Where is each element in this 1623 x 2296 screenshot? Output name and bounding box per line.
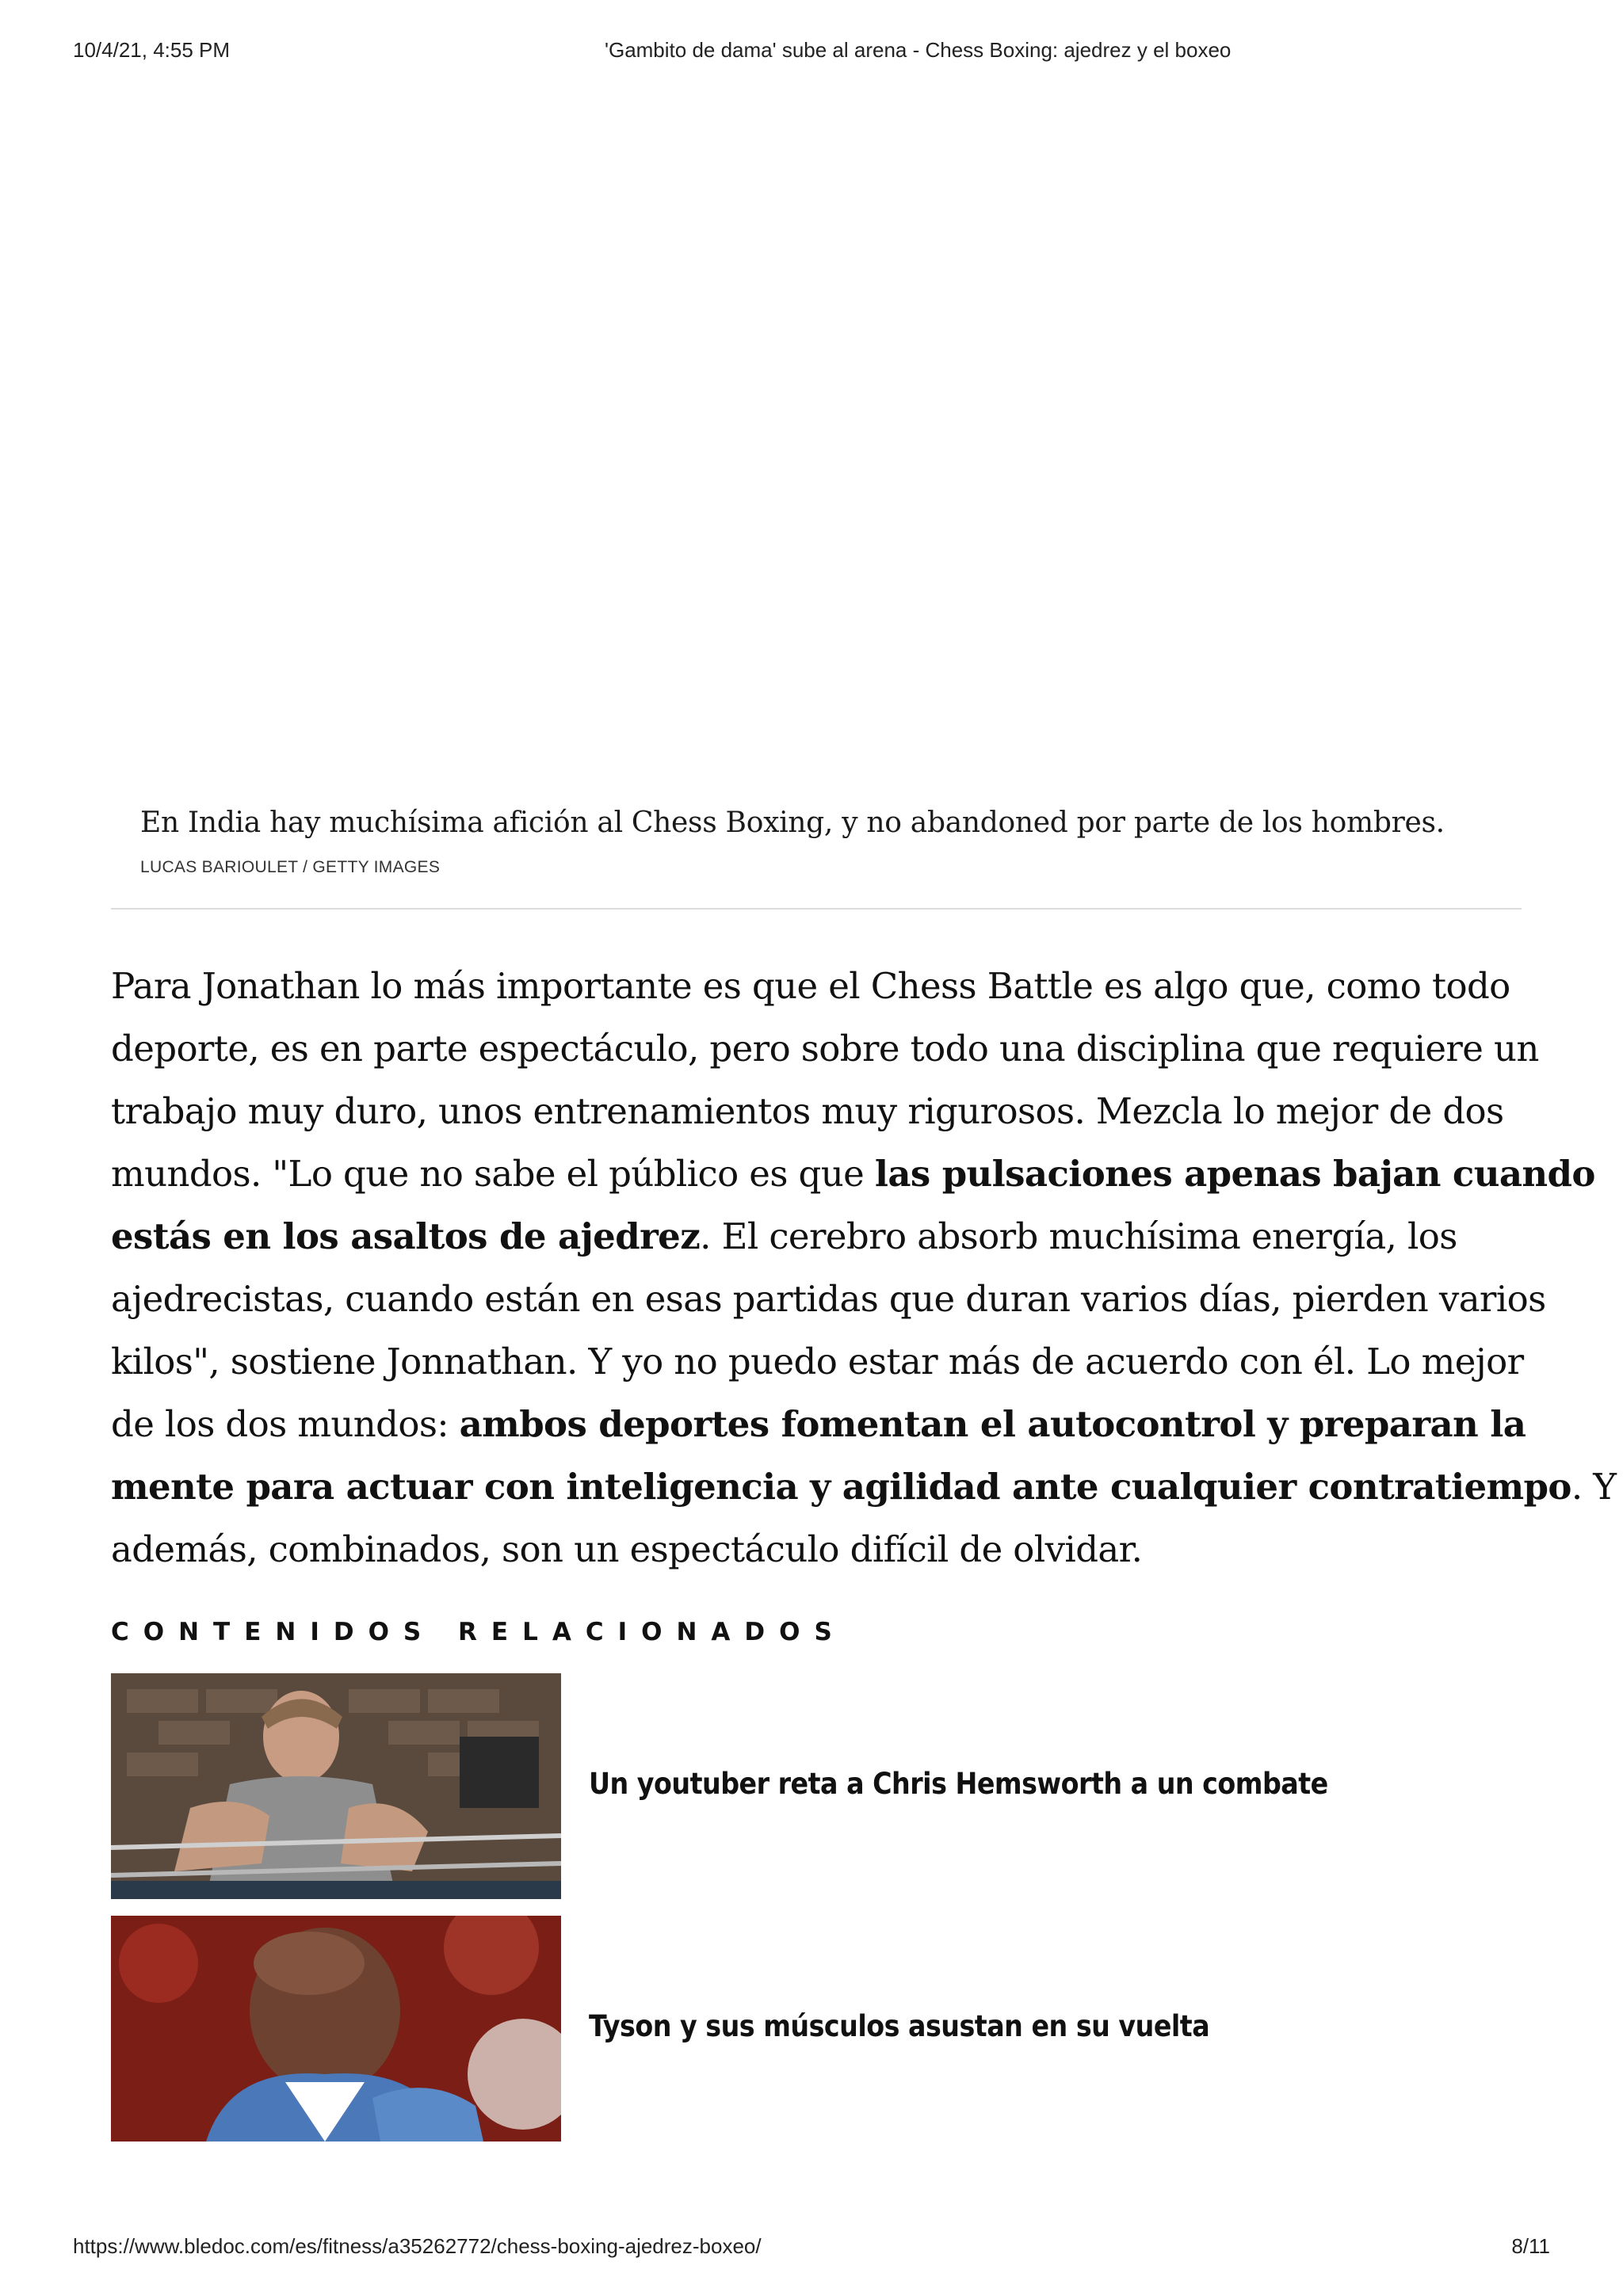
article-line: [111, 1268, 1546, 1330]
article-text-run: . El cerebro absorb muchísima energía, los: [700, 1215, 1457, 1257]
article-line: [111, 1080, 1529, 1142]
related-card[interactable]: [111, 1673, 1537, 1899]
article-bold-run: las pulsaciones apenas bajan cuando: [874, 1153, 1595, 1195]
print-datetime: 10/4/21, 4:55 PM: [73, 38, 231, 62]
article-text-run: mundos. "Lo que no sabe el público es que: [111, 1153, 875, 1195]
article-text-run: . Y: [1571, 1466, 1617, 1508]
article-text-run: ajedrecistas, cuando están en esas partidas que duran varios días, pierden varios: [111, 1278, 1546, 1320]
article-text-run: de los dos mundos:: [111, 1403, 460, 1445]
figure-caption: En India hay muchísima afición al Chess Boxing, y no abandoned por parte de los hombres.: [140, 807, 1445, 839]
article-bold-run: ambos deportes fomentan el autocontrol y preparan la: [459, 1403, 1526, 1445]
related-card-title[interactable]: Tyson y sus músculos asustan en su vuelta: [589, 2009, 1210, 2043]
related-card-title[interactable]: Un youtuber reta a Chris Hemsworth a un combate: [589, 1767, 1328, 1801]
print-page-number: 8/11: [1511, 2234, 1550, 2258]
article-line: [111, 1017, 1539, 1080]
article-line: [111, 1205, 1529, 1268]
article-bold-run: estás en los asaltos de ajedrez: [111, 1215, 701, 1257]
photo-credit: LUCAS BARIOULET / GETTY IMAGES: [140, 858, 441, 876]
caption-divider: [111, 908, 1522, 910]
print-url: https://www.bledoc.com/es/fitness/a35262772/chess-boxing-ajedrez-boxeo/: [73, 2234, 762, 2258]
article-text-run: trabajo muy duro, unos entrenamientos muy rigurosos. Mezcla lo mejor de dos: [111, 1090, 1504, 1132]
article-paragraph: [111, 955, 1617, 1581]
related-card[interactable]: [111, 1916, 1537, 2142]
article-text-run: deporte, es en parte espectáculo, pero sobre todo una disciplina que requiere un: [111, 1028, 1539, 1070]
article-line: [111, 1455, 1617, 1518]
article-line: [111, 1393, 1529, 1455]
article-image-placeholder: [111, 87, 1514, 784]
article-text-run: kilos", sostiene Jonnathan. Y yo no puedo estar más de acuerdo con él. Lo mejor: [111, 1341, 1524, 1383]
article-line: [111, 955, 1529, 1017]
print-page-title: 'Gambito de dama' sube al arena - Chess Boxing: ajedrez y el boxeo: [605, 38, 1232, 62]
article-line: [111, 1330, 1529, 1393]
article-line: [111, 1142, 1595, 1205]
article-bold-run: mente para actuar con inteligencia y agilidad ante cualquier contratiempo: [111, 1466, 1571, 1508]
article-line: [111, 1518, 1529, 1581]
related-content-heading: CONTENIDOS RELACIONADOS: [111, 1618, 846, 1646]
article-text-run: Para Jonathan lo más importante es que el Chess Battle es algo que, como todo: [111, 965, 1510, 1007]
related-thumbnail-hemsworth[interactable]: [111, 1673, 561, 1899]
related-thumbnail-tyson[interactable]: [111, 1916, 561, 2142]
article-text-run: además, combinados, son un espectáculo difícil de olvidar.: [111, 1528, 1143, 1570]
